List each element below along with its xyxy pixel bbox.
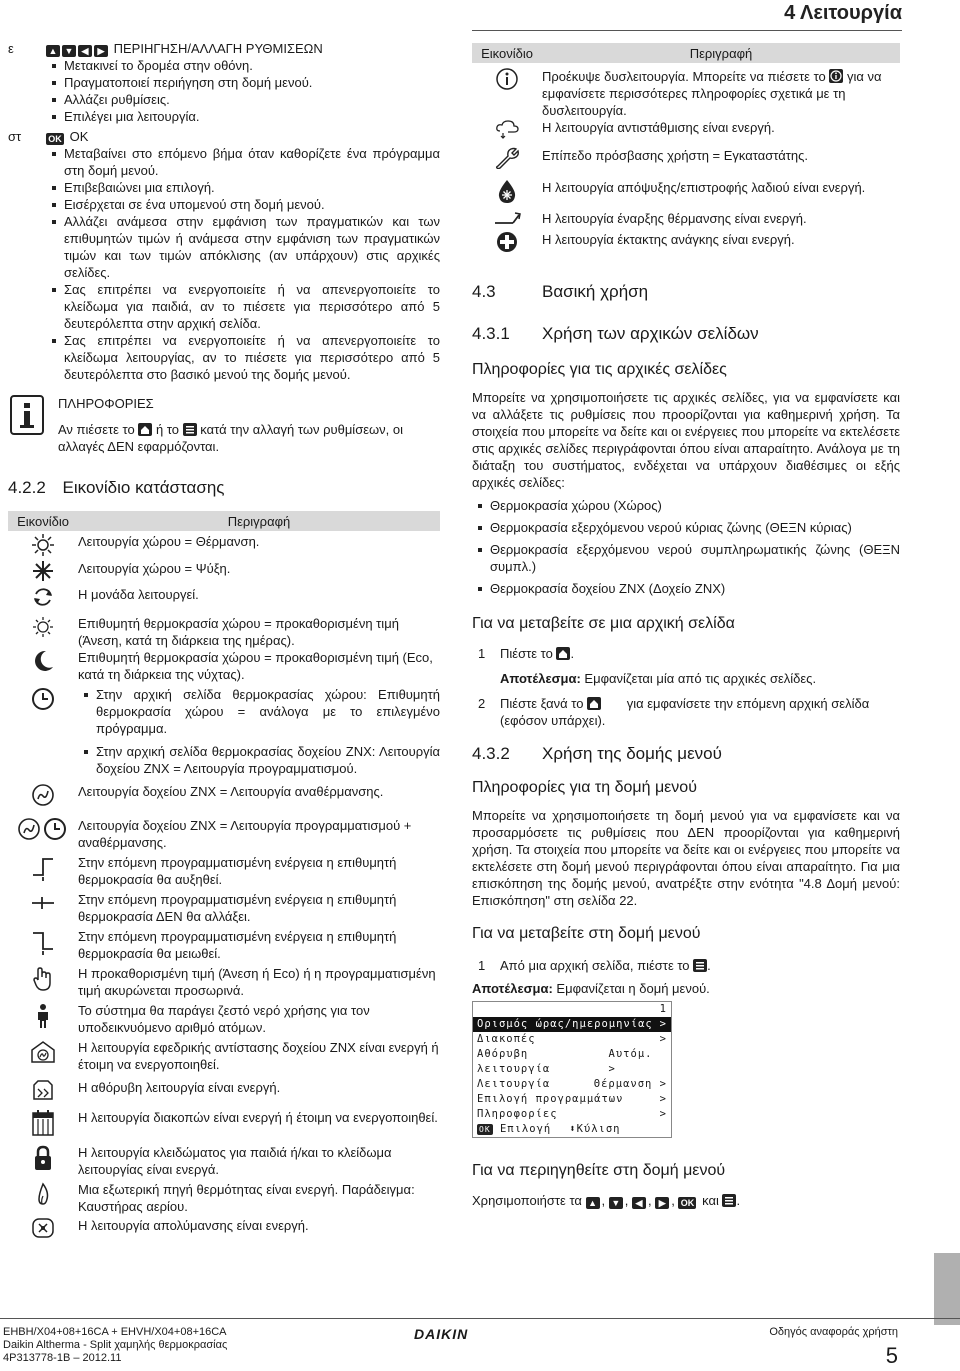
column-header: Περιγραφή <box>78 511 440 531</box>
menu-structure-paragraph: Μπορείτε να χρησιμοποιήσετε τη δομή μενού για να εμφανίσετε και να προσαρμόσετε τις ρυθμίσεις που ΔΕΝ προορίζονται για καθημερινή χρήση. Τα στοιχεία που μπορείτε να δείτε και οι ενέργειες που μπορείτε να εκτελέσετε στη δομή μενού περιγράφονται όπου είναι απαραίτητο. Για μια επισκόπηση της δομής μενού, ανατρέξτε στην ενότητα "4.8 Δομή μενού: Επισκόπηση" στη σελίδα 22. <box>472 808 900 908</box>
table-row <box>472 119 900 143</box>
subheading-home-info: Πληροφορίες για τις αρχικές σελίδες <box>472 361 727 378</box>
footer-rule <box>0 1318 960 1319</box>
page-number: 5 <box>885 1343 898 1368</box>
bullet: Θερμοκρασία εξερχόμενου νερού κύριας ζώνης (ΘΕΞΝ κύριας) <box>472 519 900 536</box>
person-icon <box>35 1003 51 1029</box>
key-letter: στ <box>8 129 22 144</box>
temp-unchanged-icon <box>30 896 56 910</box>
right-column <box>472 43 900 1209</box>
menu-key-icon <box>722 1194 736 1207</box>
schedule-clock-icon <box>31 687 55 711</box>
subheading-menu-info: Πληροφορίες για τη δομή μενού <box>472 779 697 796</box>
table-cell: Η λειτουργία έκτακτης ανάγκης είναι ενεργή. <box>542 232 795 247</box>
bullet: Θερμοκρασία εξερχόμενου νερού συμπληρωματικής ζώνης (ΘΕΞΝ συμπλ.) <box>472 541 900 575</box>
table-cell: Επιθυμητή θερμοκρασία χώρου = προκαθορισμένη τιμή (Eco, κατά τη διάρκεια της νύχτας). <box>78 650 433 682</box>
unit-operating-icon <box>30 586 56 608</box>
table-cell: Η λειτουργία απόψυξης/επιστροφής λαδιού είναι ενεργή. <box>542 180 866 195</box>
step-menu: 1 Από μια αρχική σελίδα, πιέστε το . <box>478 958 711 973</box>
home-key-icon <box>556 647 570 660</box>
eco-moon-icon <box>31 649 55 673</box>
chapter-rule <box>472 30 902 31</box>
table-cell: Η λειτουργία έναρξης θέρμανσης είναι ενεργή. <box>542 211 807 226</box>
footer-left: EHBH/X04+08+16CA + EHVH/X04+08+16CA Daikin Altherma - Split χαμηλής θερμοκρασίας 4P313778-1B – 2012.11 <box>3 1326 228 1364</box>
quiet-mode-icon <box>30 1077 56 1101</box>
table-row <box>472 143 900 173</box>
table-cell: Λειτουργία δοχείου ΖΝΧ = Λειτουργία αναθέρμανσης. <box>78 784 384 799</box>
menu-item-schedules[interactable]: Επιλογή προγραμμάτων > <box>477 1093 667 1105</box>
table-row <box>8 1215 440 1243</box>
menu-footer: OK Επιλογή ⬍Κύλιση <box>479 1123 621 1135</box>
menu-key-icon <box>693 959 707 972</box>
table-cell: Η λειτουργία κλειδώματος για παιδιά ή/και το κλείδωμα λειτουργίας είναι ενεργά. <box>78 1145 392 1177</box>
table-row <box>8 925 440 962</box>
column-header: Περιγραφή <box>542 43 900 63</box>
bullet: Μεταβαίνει στο επόμενο βήμα όταν καθορίζετε ένα πρόγραμμα στη δομή μενού. <box>46 145 440 179</box>
table-row <box>472 209 900 231</box>
table-cell: Η αθόρυβη λειτουργία είναι ενεργή. <box>78 1080 281 1095</box>
table-cell: Η λειτουργία εφεδρικής αντίστασης δοχείου ΖΝΧ είναι ενεργή ή έτοιμη να ενεργοποιηθεί. <box>78 1040 439 1072</box>
table-row <box>472 231 900 257</box>
temp-decrease-icon <box>31 929 55 955</box>
table-row <box>8 851 440 888</box>
hand-override-icon <box>32 966 54 992</box>
defrost-icon <box>496 179 518 205</box>
section-heading: 4.2.2 Εικονίδιο κατάστασης <box>8 478 225 497</box>
key-navigate-title: ▲ ▼ ◀ ▶ ΠΕΡΙΗΓΗΣΗ/ΑΛΛΑΓΗ ΡΥΘΜΙΣΕΩΝ <box>46 40 440 57</box>
scroll-arrows-icon: ⬍ <box>569 1123 577 1135</box>
table-cell: Λειτουργία χώρου = Θέρμανση. <box>78 534 260 549</box>
table-row <box>8 811 440 851</box>
table-cell: Επίπεδο πρόσβασης χρήστη = Εγκαταστάτης. <box>542 148 808 163</box>
weather-dependent-icon <box>494 119 520 139</box>
table-cell: Στην επόμενη προγραμματισμένη ενέργεια η επιθυμητή θερμοκρασία θα μειωθεί. <box>78 929 397 961</box>
holiday-icon <box>30 1109 56 1137</box>
home-key-icon <box>138 423 152 436</box>
subheading-go-menu: Για να μεταβείτε στη δομή μενού <box>472 925 701 942</box>
key-navigate-block <box>8 40 440 125</box>
bullet: Εισέρχεται σε ένα υπομενού στη δομή μενού. <box>46 196 440 213</box>
bullet: Επιλέγει μια λειτουργία. <box>46 108 440 125</box>
table-row <box>8 777 440 811</box>
installer-wrench-icon <box>495 147 519 169</box>
key-ok-block <box>8 128 440 383</box>
home-key-icon <box>587 697 601 710</box>
bullet: Μετακινεί το δρομέα στην οθόνη. <box>46 57 440 74</box>
table-cell: Το σύστημα θα παράγει ζεστό νερό χρήσης για τον υποδεικνυόμενο αριθμό ατόμων. <box>78 1003 370 1035</box>
table-row <box>8 683 440 777</box>
nav-instructions: Χρησιμοποιήστε τα ▲ , ▼ , ◀ , ▶ , OK και . <box>472 1193 741 1208</box>
bullet: Σας επιτρέπει να ενεργοποιείτε ή να απενεργοποιείτε το κλείδωμα για παιδιά, αν το πιέσετε για περισσότερο από 5 δευτερόλεπτα στην αρχική σελίδα. <box>46 281 440 332</box>
footer-guide: Οδηγός αναφοράς χρήστη <box>769 1326 898 1338</box>
table-row <box>472 173 900 209</box>
subheading-nav-menu: Για να περιηγηθείτε στη δομή μενού <box>472 1162 726 1179</box>
chapter-title: 4 Λειτουργία <box>784 2 902 24</box>
menu-item-datetime[interactable]: Ορισμός ώρας/ημερομηνίας > <box>473 1017 671 1032</box>
result-2: Αποτέλεσμα: Εμφανίζεται η δομή μενού. <box>472 981 710 996</box>
disinfection-icon <box>31 1217 55 1239</box>
table-row <box>8 560 440 586</box>
controller-menu-screen <box>472 1001 672 1138</box>
ok-key-icon: OK <box>479 1125 491 1134</box>
table-bullet: Στην αρχική σελίδα θερμοκρασίας χώρου: Επιθυμητή θερμοκρασία χώρου = ανάλογα με το επιλεγμένο πρόγραμμα. <box>78 686 440 737</box>
comfort-sun-icon <box>31 616 55 638</box>
table-row <box>8 962 440 999</box>
section-heading-4-3-1: 4.3.1 Χρήση των αρχικών σελίδων <box>472 324 759 343</box>
table-row <box>8 1105 440 1141</box>
bullet: Αλλάζει ρυθμίσεις. <box>46 91 440 108</box>
column-header: Εικονίδιο <box>472 43 542 63</box>
table-row <box>8 612 440 649</box>
menu-key-icon <box>183 423 197 436</box>
menu-page-number: 1 <box>659 1003 667 1015</box>
menu-item-holiday[interactable]: Διακοπές > <box>477 1033 667 1045</box>
table-row <box>8 649 440 683</box>
table-row <box>8 1141 440 1178</box>
section-heading-4-3-2: 4.3.2 Χρήση της δομής μενού <box>472 744 722 763</box>
booster-heater-icon <box>30 1040 56 1064</box>
table-cell: Λειτουργία χώρου = Ψύξη. <box>78 561 231 576</box>
bullet: Αλλάζει ανάμεσα στην εμφάνιση των πραγματικών και των επιθυμητών τιμών ή ανάμεσα στην εμφάνιση των πραγματικών τιμών και των τιμών απόκλισης (αν υπάρχουν) στις αρχικές σελίδες. <box>46 213 440 281</box>
lock-icon <box>33 1145 53 1171</box>
bullet: Πραγματοποιεί περιήγηση στη δομή μενού. <box>46 74 440 91</box>
step-1: 1 Πιέστε το . <box>478 646 575 661</box>
info-note-icon <box>10 395 44 435</box>
heating-sun-icon <box>31 534 55 556</box>
subheading-go-home: Για να μεταβείτε σε μια αρχική σελίδα <box>472 615 735 632</box>
bullet: Επιβεβαιώνει μια επιλογή. <box>46 179 440 196</box>
table-cell: Η προκαθορισμένη τιμή (Άνεση ή Eco) ή η προγραμματισμένη τιμή ακυρώνεται προσωρινά. <box>78 966 436 998</box>
info-note <box>8 395 440 455</box>
table-cell: Επιθυμητή θερμοκρασία χώρου = προκαθορισμένη τιμή (Άνεση, κατά τη διάρκεια της ημέρας). <box>78 616 399 648</box>
hot-start-icon <box>493 211 521 227</box>
table-cell: Η λειτουργία απολύμανσης είναι ενεργή. <box>78 1218 309 1233</box>
menu-item-quiet[interactable]: Αθόρυβη λειτουργία Αυτόμ. > <box>477 1048 653 1075</box>
cooling-snowflake-icon <box>31 560 55 582</box>
table-cell: Προέκυψε δυσλειτουργία. Μπορείτε να πιέσετε το για να εμφανίσετε περισσότερες πληροφορίες σχετικά με τη δυσλειτουργία. <box>542 69 882 118</box>
arrow-keys-icon: ▲ ▼ ◀ ▶ <box>46 41 110 56</box>
table-row <box>8 999 440 1036</box>
column-header: Εικονίδιο <box>8 511 78 531</box>
table-row <box>8 531 440 560</box>
page-side-tab <box>934 1253 960 1325</box>
menu-item-information[interactable]: Πληροφορίες > <box>477 1108 667 1120</box>
reheat-schedule-icon <box>17 817 69 841</box>
brand-logo: DAIKIN <box>414 1326 469 1342</box>
status-icon-table <box>8 511 440 1243</box>
table-row <box>472 63 900 119</box>
temp-increase-icon <box>31 855 55 881</box>
table-row <box>8 888 440 925</box>
ok-key-icon: OK <box>46 133 64 145</box>
bullet: Θερμοκρασία δοχείου ΖΝΧ (Δοχείο ΖΝΧ) <box>472 580 900 597</box>
table-cell: Στην επόμενη προγραμματισμένη ενέργεια η επιθυμητή θερμοκρασία ΔΕΝ θα αλλάξει. <box>78 892 397 924</box>
table-row <box>8 1178 440 1215</box>
table-cell: Λειτουργία δοχείου ΖΝΧ = Λειτουργία προγραμματισμού + αναθέρμανσης. <box>78 818 412 850</box>
table-cell: Η μονάδα λειτουργεί. <box>78 587 199 602</box>
bullet: Σας επιτρέπει να ενεργοποιείτε ή να απενεργοποιείτε το κλείδωμα λειτουργίας, αν το πιέσετε για περισσότερο από 5 δευτερόλεπτα στο βασικό μενού της δομής μενού. <box>46 332 440 383</box>
table-cell: Η λειτουργία διακοπών είναι ενεργή ή έτοιμη να ενεργοποιηθεί. <box>78 1110 438 1125</box>
table-row <box>8 586 440 612</box>
section-heading-4-3: 4.3 Βασική χρήση <box>472 282 649 301</box>
info-icon <box>496 68 518 90</box>
key-letter: ε <box>8 41 14 56</box>
menu-item-operation[interactable]: Λειτουργία Θέρμανση > <box>477 1078 667 1090</box>
emergency-icon <box>496 231 518 253</box>
table-row <box>8 1036 440 1073</box>
key-ok-title: OK OK <box>46 128 440 145</box>
table-bullet: Στην αρχική σελίδα θερμοκρασίας δοχείου ΖΝΧ: Λειτουργία δοχείου ΖΝΧ = Λειτουργία προγραμματισμού. <box>78 743 440 777</box>
table-cell: Μια εξωτερική πηγή θερμότητας είναι ενεργή. Παράδειγμα: Καυστήρας αερίου. <box>78 1182 415 1214</box>
home-pages-paragraph: Μπορείτε να χρησιμοποιήσετε τις αρχικές σελίδες, για να εμφανίσετε και να αλλάξετε τις ρυθμίσεις που προορίζονται για καθημερινή χρήση. Τα στοιχεία που μπορείτε να δείτε και οι ενέργειες που μπορείτε να εκτελέσετε στις αρχικές σελίδες περιγράφονται όπου είναι απαραίτητο. Ανάλογα με τη διάταξη του συστήματος, ενδέχεται να υπάρχουν διαθέσιμες οι εξής αρχικές σελίδες: <box>472 390 900 490</box>
reheat-icon <box>31 783 55 807</box>
nav-keys-icon: ▲ , ▼ , ◀ , ▶ , OK <box>586 1193 699 1208</box>
step-2: 2 Πιέστε ξανά το για εμφανίσετε την επόμενη αρχική σελίδα (εφόσον υπάρχει). <box>478 696 870 728</box>
bullet: Θερμοκρασία χώρου (Χώρος) <box>472 497 900 514</box>
info-note-title: ΠΛΗΡΟΦΟΡΙΕΣ <box>58 396 154 411</box>
result-1: Αποτέλεσμα: Εμφανίζεται μία από τις αρχικές σελίδες. <box>500 671 817 686</box>
left-column <box>8 40 440 1243</box>
table-cell: Η λειτουργία αντιστάθμισης είναι ενεργή. <box>542 120 775 135</box>
external-heat-source-icon <box>35 1182 51 1208</box>
table-cell: Στην επόμενη προγραμματισμένη ενέργεια η επιθυμητή θερμοκρασία θα αυξηθεί. <box>78 855 397 887</box>
info-key-icon <box>829 69 843 83</box>
info-note-text: Αν πιέσετε το ή το κατά την αλλαγή των ρυθμίσεων, οι αλλαγές ΔΕΝ εφαρμόζονται. <box>58 422 404 454</box>
table-row <box>8 1073 440 1105</box>
status-icon-table-continued <box>472 43 900 257</box>
